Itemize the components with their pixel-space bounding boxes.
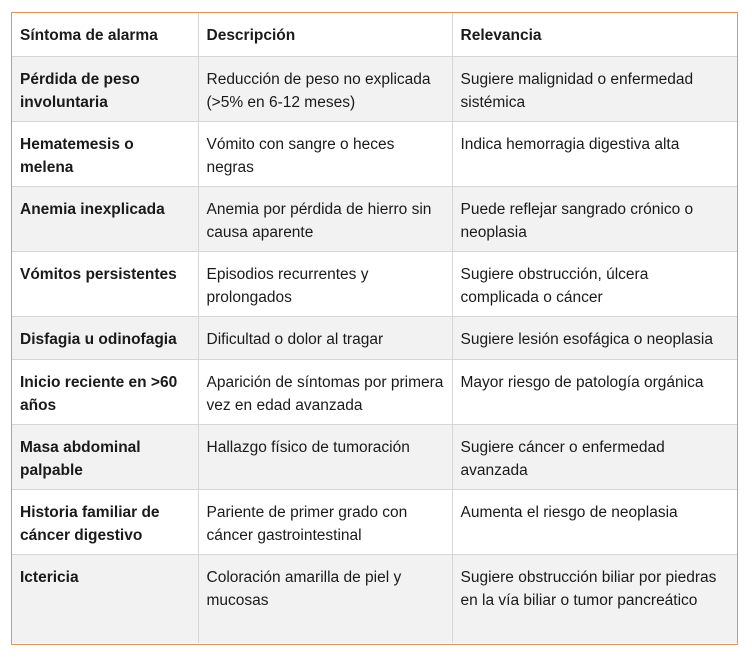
table-row: [12, 490, 737, 555]
relevance-cell: Sugiere cáncer o enfermedad avanzada: [452, 425, 737, 490]
symptom-cell: Disfagia u odinofagia: [12, 317, 198, 360]
relevance-cell: Puede reflejar sangrado crónico o neoplasia: [452, 187, 737, 252]
table-row: [12, 252, 737, 317]
symptom-cell: Ictericia: [12, 555, 198, 643]
header-description: Descripción: [198, 13, 452, 57]
symptom-cell: Inicio reciente en >60 años: [12, 360, 198, 425]
description-cell: Dificultad o dolor al tragar: [198, 317, 452, 360]
table-row: [12, 122, 737, 187]
relevance-cell: Sugiere obstrucción biliar por piedras en la vía biliar o tumor pancreático: [452, 555, 737, 643]
symptom-cell: Anemia inexplicada: [12, 187, 198, 252]
relevance-cell: Aumenta el riesgo de neoplasia: [452, 490, 737, 555]
relevance-cell: Sugiere lesión esofágica o neoplasia: [452, 317, 737, 360]
description-cell: Coloración amarilla de piel y mucosas: [198, 555, 452, 643]
symptom-cell: Pérdida de peso involuntaria: [12, 57, 198, 122]
alarm-symptoms-table: [11, 12, 738, 645]
symptom-cell: Hematemesis o melena: [12, 122, 198, 187]
description-cell: Vómito con sangre o heces negras: [198, 122, 452, 187]
description-cell: Anemia por pérdida de hierro sin causa aparente: [198, 187, 452, 252]
relevance-cell: Mayor riesgo de patología orgánica: [452, 360, 737, 425]
table-row: [12, 57, 737, 122]
description-cell: Aparición de síntomas por primera vez en edad avanzada: [198, 360, 452, 425]
symptom-cell: Vómitos persistentes: [12, 252, 198, 317]
relevance-cell: Sugiere malignidad o enfermedad sistémica: [452, 57, 737, 122]
table-row: [12, 555, 737, 643]
header-symptom: Síntoma de alarma: [12, 13, 198, 57]
header-relevance: Relevancia: [452, 13, 737, 57]
header-row: [12, 13, 737, 57]
table-row: [12, 187, 737, 252]
symptom-cell: Masa abdominal palpable: [12, 425, 198, 490]
table-row: [12, 425, 737, 490]
table: [12, 13, 737, 643]
table-row: [12, 317, 737, 360]
description-cell: Hallazgo físico de tumoración: [198, 425, 452, 490]
description-cell: Episodios recurrentes y prolongados: [198, 252, 452, 317]
table-row: [12, 360, 737, 425]
symptom-cell: Historia familiar de cáncer digestivo: [12, 490, 198, 555]
relevance-cell: Sugiere obstrucción, úlcera complicada o cáncer: [452, 252, 737, 317]
description-cell: Pariente de primer grado con cáncer gastrointestinal: [198, 490, 452, 555]
relevance-cell: Indica hemorragia digestiva alta: [452, 122, 737, 187]
description-cell: Reducción de peso no explicada (>5% en 6-12 meses): [198, 57, 452, 122]
